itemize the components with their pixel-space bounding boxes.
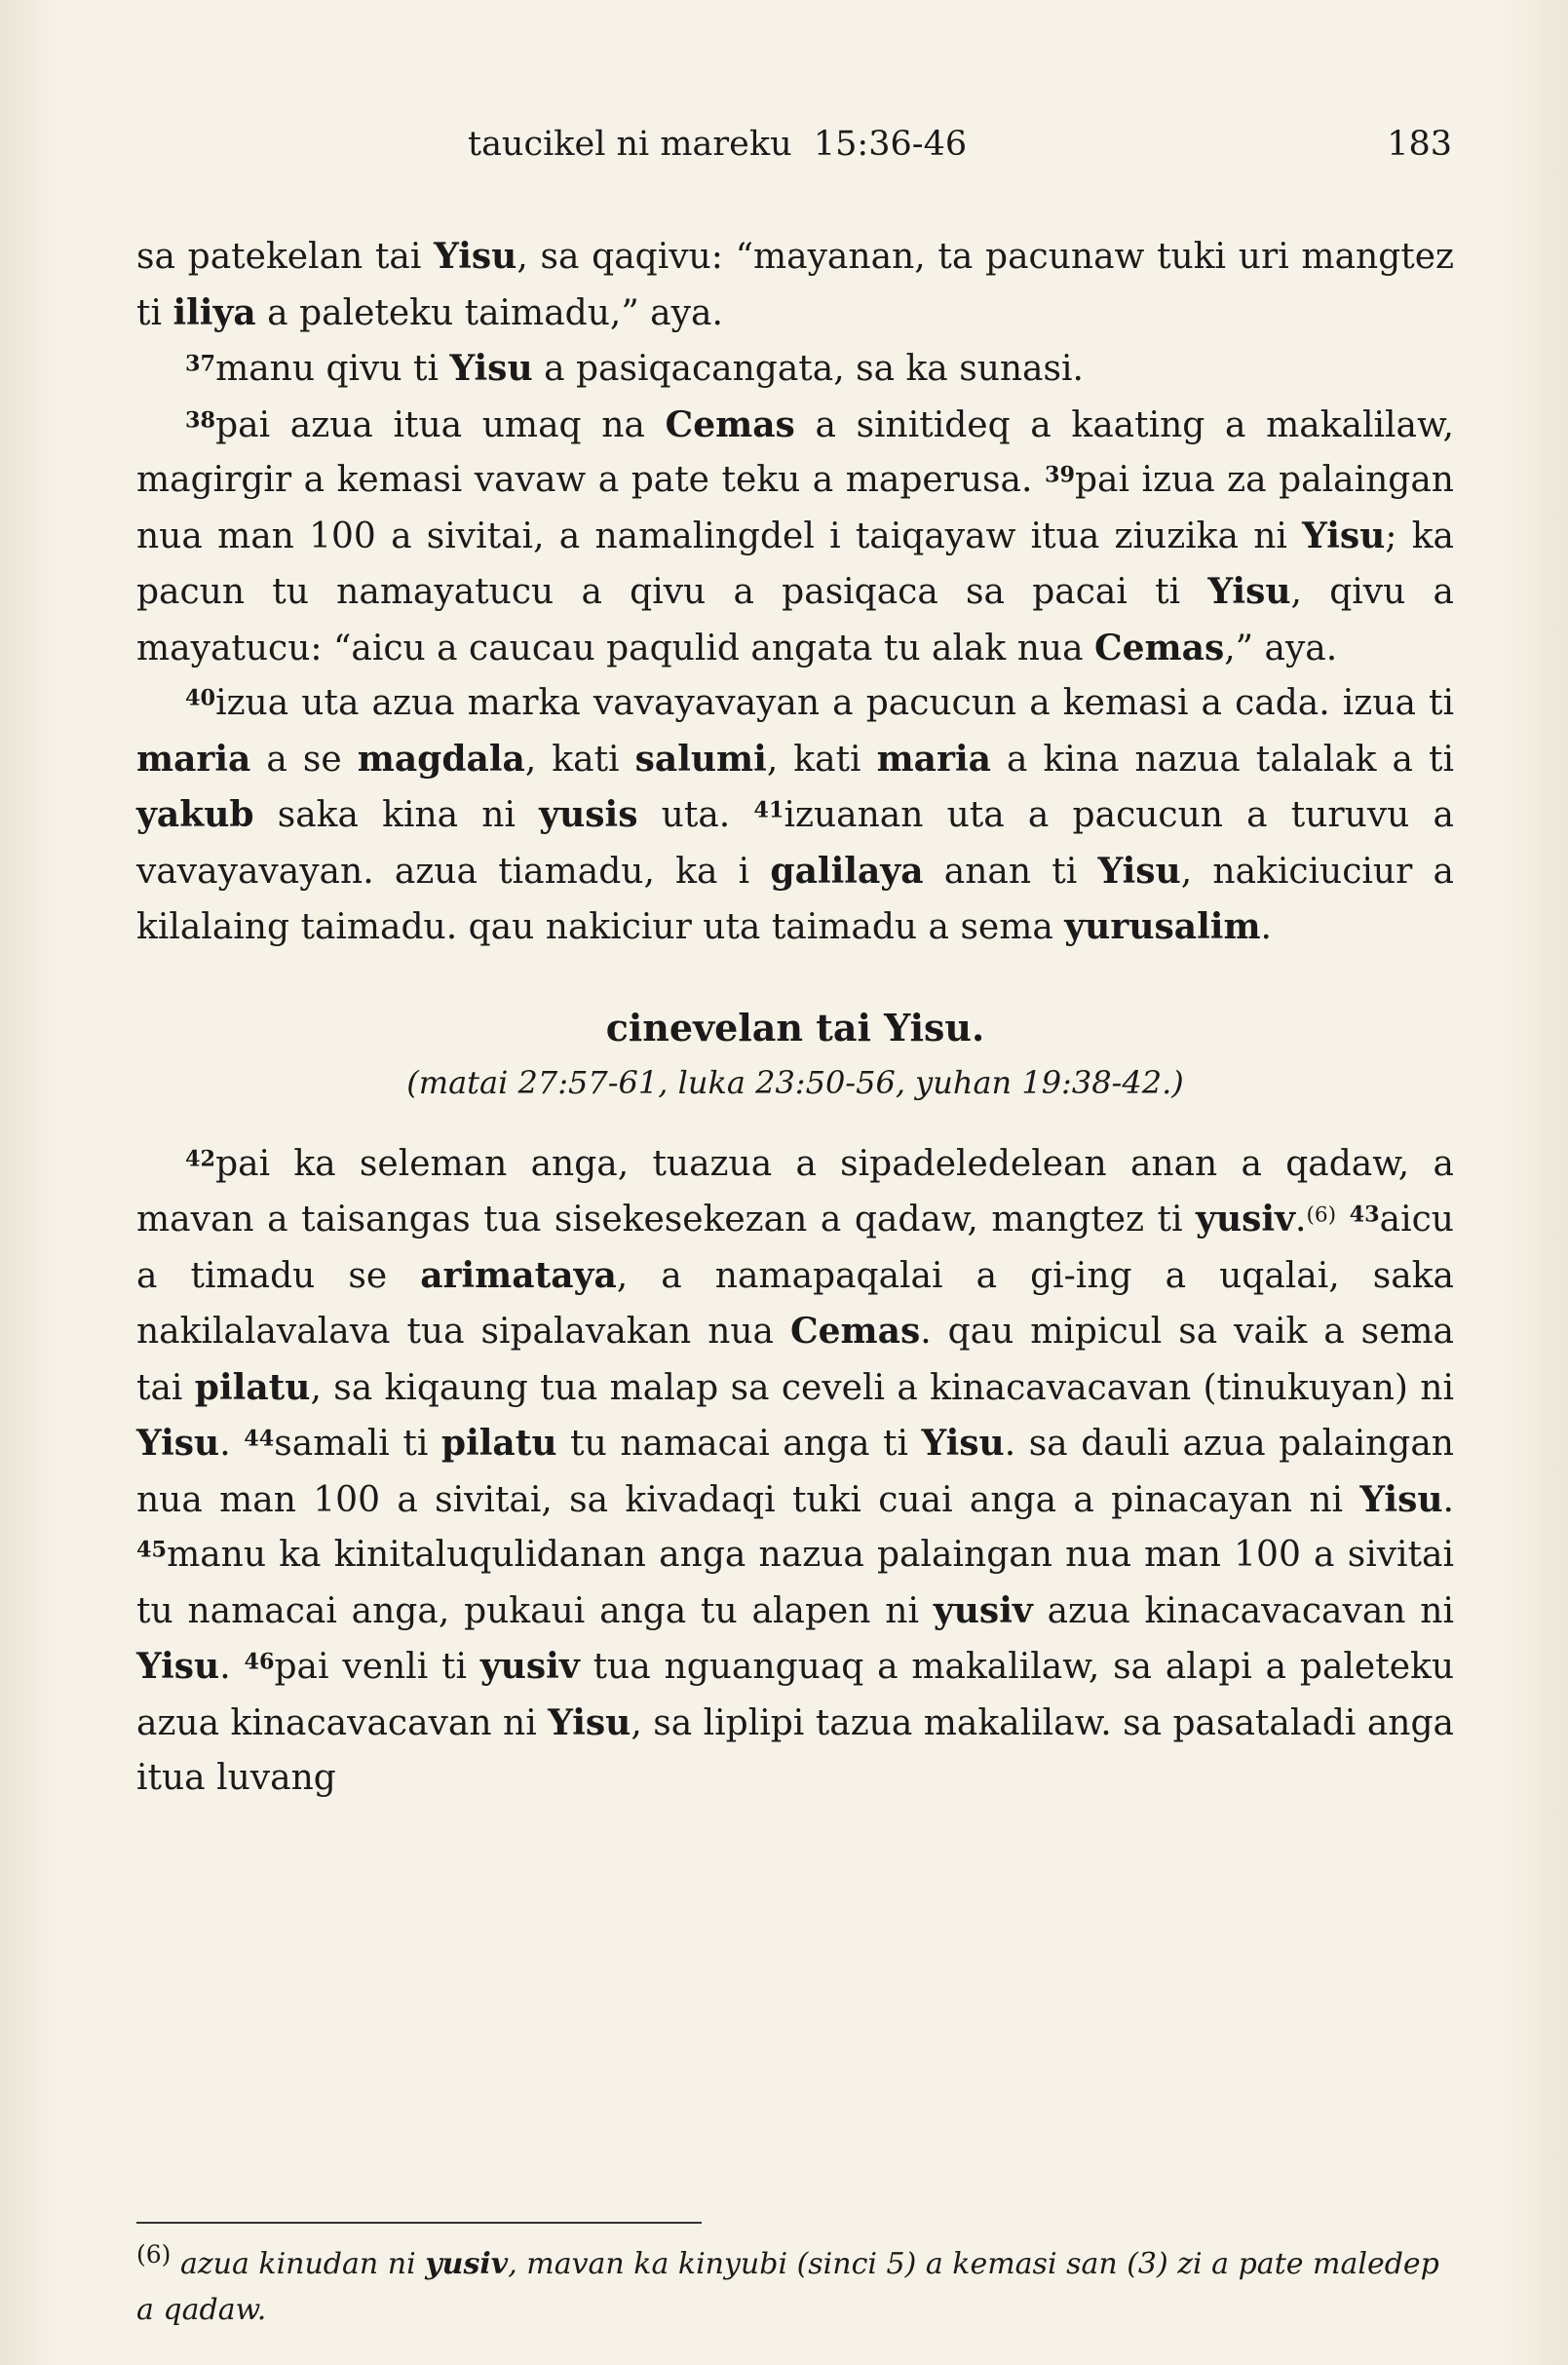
verse-number: 42: [185, 1146, 216, 1172]
verse-number: 38: [185, 407, 216, 434]
bold-name: yusiv: [425, 2247, 509, 2281]
bold-name: Yisu: [1097, 850, 1181, 892]
text-run: a sinitideq a kaating a makalilaw, magirgir a kemasi vavaw a pate teku a maperusa.: [136, 404, 1454, 500]
verse-number: 39: [1044, 462, 1076, 488]
verse-number: 40: [185, 685, 216, 711]
paragraph-verse-42: [136, 1137, 1454, 1807]
text-run: ; ka pacun tu namayatucu a qivu a pasiqaca sa pacai ti: [136, 515, 1454, 612]
text-run: ,” aya.: [1224, 628, 1338, 668]
text-run: , mavan ka kinyubi (sinci 5) a kemasi san (3) zi a pate maledep a qadaw.: [136, 2247, 1439, 2327]
text-run: pai ka seleman anga, tuazua a sipadeledelean anan a qadaw, a mavan a taisangas tua sisekesekezan a qadaw, mangtez ti: [136, 1143, 1454, 1240]
bold-name: pilatu: [440, 1423, 557, 1464]
bold-name: Yisu: [921, 1423, 1005, 1464]
text-run: , nakiciuciur a kilalaing taimadu. qau nakiciur uta taimadu a sema: [136, 851, 1455, 947]
bold-name: Yisu: [548, 1701, 631, 1743]
footnote-number: (6): [136, 2240, 172, 2269]
bold-name: Cemas: [789, 1311, 921, 1352]
text-run: samali ti: [274, 1424, 441, 1464]
text-run: .: [1442, 1479, 1454, 1520]
text-run: azua kinacavacavan ni: [1032, 1590, 1455, 1631]
bold-name: Yisu: [1207, 571, 1291, 612]
bold-name: yusis: [539, 794, 638, 835]
text-run: manu qivu ti: [215, 349, 450, 389]
text-run: izuanan uta a pacucun a turuvu a vavayavayan. azua tiamadu, ka i: [136, 795, 1454, 892]
text-run: , qivu a mayatucu: “aicu a caucau paqulid angata tu alak nua: [136, 572, 1454, 668]
text-run: azua kinudan ni: [171, 2247, 426, 2281]
bold-name: magdala: [357, 738, 525, 780]
verse-number: 46: [244, 1649, 275, 1675]
bold-name: maria: [876, 738, 991, 780]
bold-name: maria: [136, 738, 251, 780]
text-run: .: [219, 1647, 245, 1687]
text-run: , sa liplipi tazua makalilaw. sa pasataladi anga itua luvang: [136, 1702, 1455, 1798]
text-run: manu ka kinitaluqulidanan anga nazua palaingan nua man 100 a sivitai tu namacai anga, pukaui anga tu alapen ni: [136, 1535, 1454, 1631]
verse-number: 37: [185, 351, 216, 377]
bold-name: Yisu: [136, 1423, 220, 1464]
verse-number: 43: [1349, 1202, 1380, 1228]
bold-name: Yisu: [434, 236, 517, 277]
bold-name: iliya: [172, 291, 256, 333]
page-header: [136, 125, 1452, 183]
text-run: izua uta azua marka vavayavayan a pacucun a kemasi a cada. izua ti: [215, 683, 1454, 723]
running-head: [468, 125, 967, 164]
text-run: . sa dauli azua palaingan nua man 100 a sivitai, sa kivadaqi tuki cuai anga a pinacayan ni: [136, 1424, 1454, 1520]
bold-name: yakub: [136, 794, 254, 835]
bold-name: salumi: [634, 738, 767, 780]
bold-name: Yisu: [1359, 1478, 1443, 1520]
page-number: 183: [1387, 125, 1452, 164]
bold-name: Cemas: [1093, 627, 1225, 668]
text-run: , a namapaqalai a gi-ing a uqalai, saka nakilalavalava tua sipalavakan nua: [136, 1255, 1454, 1352]
text-run: , sa kiqaung tua malap sa ceveli a kinacavacavan (tinukuyan) ni: [310, 1367, 1454, 1408]
text-run: a paleteku taimadu,” aya.: [255, 292, 723, 333]
verse-number: 41: [753, 797, 784, 823]
text-run: aicu a timadu se: [136, 1200, 1454, 1296]
text-run: pai izua za palaingan nua man 100 a sivitai, a namalingdel i taiqayaw itua ziuzika ni: [136, 460, 1454, 556]
verse-number: 44: [244, 1426, 275, 1452]
text-run: a pasiqacangata, sa ka sunasi.: [532, 349, 1084, 389]
bold-name: Yisu: [449, 348, 533, 389]
body-text: [136, 229, 1454, 1807]
text-run: a se: [250, 739, 358, 780]
bold-name: arimataya: [420, 1254, 617, 1296]
text-run: .: [219, 1424, 245, 1464]
paragraph-verse-36: [136, 229, 1454, 341]
bold-name: yusiv: [479, 1646, 580, 1687]
bold-name: Yisu: [1302, 515, 1386, 556]
text-run: pai venli ti: [274, 1647, 480, 1687]
text-run: .: [1295, 1200, 1307, 1240]
paragraph-verse-40: [136, 676, 1454, 956]
paragraph-verse-38: [136, 398, 1454, 677]
text-run: pai azua itua umaq na: [215, 404, 666, 445]
footnote-divider: [136, 2222, 702, 2224]
footnote-marker[interactable]: (6): [1306, 1202, 1337, 1228]
section-cross-reference: (matai 27:57-61, luka 23:50-56, yuhan 19:38-42.): [406, 1063, 1184, 1101]
bold-name: Yisu: [136, 1646, 220, 1687]
verse-number: 45: [136, 1537, 168, 1563]
bold-name: yusiv: [1196, 1199, 1295, 1240]
bold-name: Cemas: [665, 403, 795, 445]
text-run: anan ti: [923, 851, 1098, 892]
text-run: , sa qaqivu: “mayanan, ta pacunaw tuki uri mangtez ti: [136, 237, 1454, 333]
footnote: [136, 2231, 1462, 2333]
paragraph-verse-37: [136, 341, 1454, 398]
text-run: , kati: [524, 739, 635, 780]
chapter-reference: 15:36-46: [813, 125, 968, 164]
text-run: .: [1260, 907, 1272, 947]
bold-name: pilatu: [194, 1366, 311, 1408]
text-run: tua nguanguaq a makalilaw, sa alapi a paleteku azua kinacavacavan ni: [136, 1647, 1455, 1743]
section-heading: cinevelan tai Yisu.: [605, 1005, 985, 1049]
text-run: uta.: [637, 795, 754, 835]
running-title: taucikel ni mareku: [468, 125, 792, 164]
bold-name: galilaya: [770, 850, 924, 892]
bold-name: yusiv: [933, 1589, 1033, 1631]
text-run: tu namacai anga ti: [556, 1424, 922, 1464]
text-run: sa patekelan tai: [136, 237, 435, 277]
text-run: , kati: [766, 739, 877, 780]
bold-name: yurusalim: [1064, 906, 1261, 947]
text-run: . qau mipicul sa vaik a sema tai: [136, 1312, 1454, 1408]
text-run: saka kina ni: [253, 795, 540, 835]
text-run: a kina nazua talalak a ti: [990, 739, 1454, 780]
